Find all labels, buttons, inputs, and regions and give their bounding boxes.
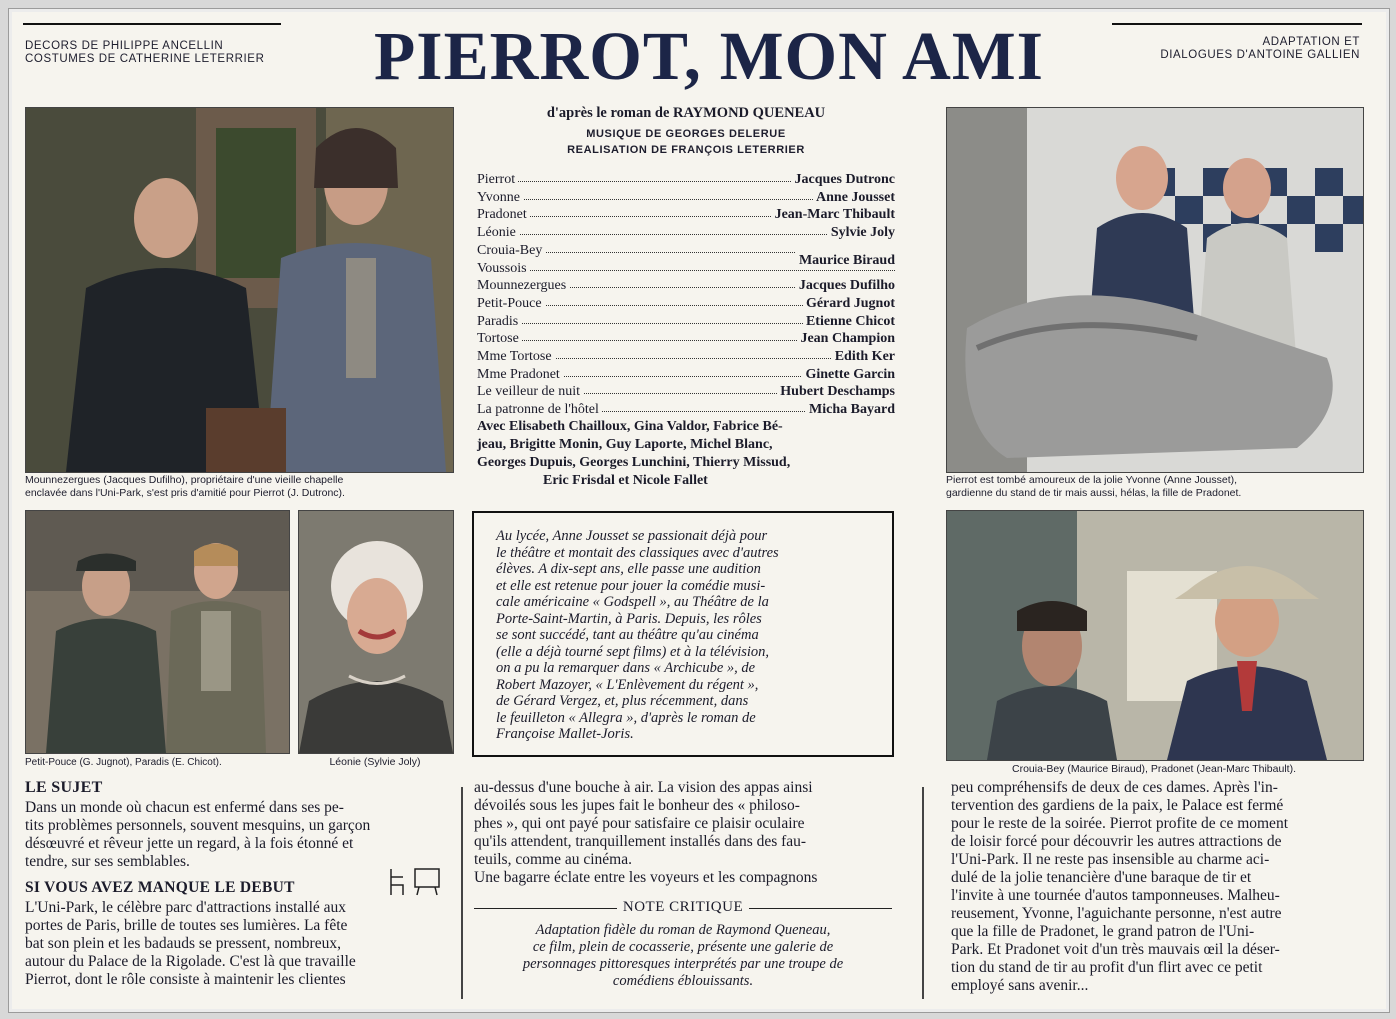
text-line: le théâtre et montait des classiques avec d'autres xyxy=(496,544,779,561)
also-cast-line: Eric Frisdal et Nicole Fallet xyxy=(543,473,708,488)
text-line: au-dessus d'une bouche à air. La vision des appas ainsi xyxy=(474,779,813,796)
cast-actor: Maurice Biraud xyxy=(796,252,895,269)
cast-role: Mme Tortose xyxy=(477,348,555,365)
also-cast-line: Avec Elisabeth Chailloux, Gina Valdor, Fabrice Bé- xyxy=(477,419,783,434)
adaptation-credit: ADAPTATION ET xyxy=(1262,36,1360,48)
caption-photo2-line1: Pierrot est tombé amoureux de la jolie Yvonne (Anne Jousset), xyxy=(946,474,1238,486)
text-line: Robert Mazoyer, « L'Enlèvement du régent », xyxy=(496,676,759,693)
cast-row xyxy=(477,206,895,223)
note-critique-text xyxy=(474,922,892,990)
debut-text xyxy=(25,899,439,989)
magazine-page xyxy=(8,8,1390,1013)
cast-role: Voussois xyxy=(477,260,530,277)
cast-role: Le veilleur de nuit xyxy=(477,383,583,400)
text-line: portes de Paris, brille de toutes ses lumières. La fête xyxy=(25,917,348,934)
photo-petit-pouce-paradis xyxy=(25,510,290,754)
text-line: pour le reste de la soirée. Pierrot profite de ce moment xyxy=(951,815,1288,832)
cast-row xyxy=(477,401,895,418)
text-line: Porte-Saint-Martin, à Paris. Depuis, les rôles xyxy=(496,610,762,627)
tv-chair-icon xyxy=(387,865,447,897)
cast-actor: Jean Champion xyxy=(797,330,895,347)
text-line: bat son plein et les badauds se pressent, nombreux, xyxy=(25,935,341,952)
text-line: Dans un monde où chacun est enfermé dans ses pe- xyxy=(25,799,344,816)
text-line: élèves. A dix-sept ans, elle passe une audition xyxy=(496,561,761,577)
text-line: Adaptation fidèle du roman de Raymond Queneau, xyxy=(535,922,831,938)
cast-actor: Micha Bayard xyxy=(806,401,895,418)
decors-credit: DECORS DE PHILIPPE ANCELLIN xyxy=(25,40,224,52)
text-line: peu compréhensifs de deux de ces dames. Après l'in- xyxy=(951,779,1278,796)
cast-actor: Sylvie Joly xyxy=(828,224,895,241)
photo-crouia-bey-pradonet xyxy=(946,510,1364,761)
cast-row xyxy=(477,313,895,330)
text-line: on a pu la remarquer dans « Archicube », de xyxy=(496,660,756,676)
text-line: de loisir forcé pour découvrir les autres attractions de xyxy=(951,833,1282,850)
cast-row xyxy=(477,171,895,188)
cast-row xyxy=(477,383,895,400)
text-line: Park. Et Pradonet voit d'un très mauvais œil la déser- xyxy=(951,941,1280,958)
also-cast xyxy=(477,418,895,490)
text-line: le feuilleton « Allegra », d'après le roman de xyxy=(496,709,756,726)
text-line: tion du stand de tir au profit d'un flirt avec ce petit xyxy=(951,959,1263,976)
caption-photo3: Petit-Pouce (G. Jugnot), Paradis (E. Chicot). xyxy=(25,757,222,768)
cast-actor: Edith Ker xyxy=(832,348,895,365)
caption-photo5: Crouia-Bey (Maurice Biraud), Pradonet (Jean-Marc Thibault). xyxy=(1011,763,1296,775)
caption-photo1-line2: enclavée dans l'Uni-Park, s'est pris d'amitié pour Pierrot (J. Dutronc). xyxy=(25,487,345,499)
debut-heading: SI VOUS AVEZ MANQUE LE DEBUT xyxy=(25,879,295,896)
photo-leonie xyxy=(298,510,454,754)
text-line: Une bagarre éclate entre les voyeurs et les compagnons xyxy=(474,869,818,886)
text-line: employé sans avenir... xyxy=(951,977,1089,994)
cast-actor: Jacques Dufilho xyxy=(796,277,895,294)
text-line: Françoise Mallet-Joris. xyxy=(496,726,634,742)
costumes-credit: COSTUMES DE CATHERINE LETERRIER xyxy=(25,53,265,65)
header-rule-left xyxy=(23,23,281,25)
text-line: dévoilés sous les jupes fait le bonheur des « philoso- xyxy=(474,797,800,814)
text-line: Au lycée, Anne Jousset se passionait déjà pour xyxy=(496,528,768,544)
caption-photo2-line2: gardienne du stand de tir mais aussi, hélas, la fille de Pradonet. xyxy=(946,487,1242,499)
cast-row xyxy=(477,224,895,241)
caption-photo1-line1: Mounnezergues (Jacques Dufilho), propriétaire d'une vieille chapelle xyxy=(25,474,344,486)
text-line: personnages pittoresques interprétés par une troupe de xyxy=(522,956,844,972)
cast-row xyxy=(477,252,895,277)
leader-dots xyxy=(477,270,895,271)
text-line: dulé de la jolie tenancière d'une baraque de tir et xyxy=(951,869,1252,886)
synopsis-continued xyxy=(951,779,1361,995)
cast-row xyxy=(477,348,895,365)
text-line: phes », qui ont payé pour satisfaire ce plaisir oculaire xyxy=(474,815,805,832)
cast-actor: Anne Jousset xyxy=(813,189,895,206)
text-line: ce film, plein de cocasserie, présente une galerie de xyxy=(532,939,834,955)
middle-text xyxy=(474,779,892,887)
photo-mounnezergues-pierrot xyxy=(25,107,454,473)
also-cast-line: jeau, Brigitte Monin, Guy Laporte, Michel Blanc, xyxy=(477,437,773,452)
text-line: l'invite à une tournée d'autos tamponneuses. Malheu- xyxy=(951,887,1280,904)
text-line: se sont succédé, tant au théâtre qu'au cinéma xyxy=(496,627,759,643)
cast-actor: Ginette Garcin xyxy=(802,366,895,383)
cast-role: Léonie xyxy=(477,224,519,241)
cast-actor: Jean-Marc Thibault xyxy=(772,206,895,223)
cast-actor: Gérard Jugnot xyxy=(803,295,895,312)
cast-role: Pradonet xyxy=(477,206,530,223)
cast-actor: Etienne Chicot xyxy=(803,313,895,330)
novel-credit: d'après le roman de RAYMOND QUENEAU xyxy=(546,105,826,121)
text-line: tits problèmes personnels, souvent mesquins, un garçon xyxy=(25,817,371,834)
cast-actor: Hubert Deschamps xyxy=(777,383,895,400)
text-line: cale américaine « Godspell », au Théâtre de la xyxy=(496,594,769,610)
cast-row xyxy=(477,330,895,347)
cast-role: Pierrot xyxy=(477,171,518,188)
caption-photo4: Léonie (Sylvie Joly) xyxy=(329,756,421,768)
cast-role: Mounnezergues xyxy=(477,277,569,294)
cast-row xyxy=(477,295,895,312)
text-line: comédiens éblouissants. xyxy=(612,973,754,989)
text-line: Pierrot, dont le rôle consiste à maintenir les clientes xyxy=(25,971,346,988)
bio-box xyxy=(472,511,894,757)
text-line: qu'ils attendent, tranquillement installés dans des fau- xyxy=(474,833,807,850)
page-title: PIERROT, MON AMI xyxy=(374,18,1044,94)
text-line: et elle est retenue pour jouer la comédie musi- xyxy=(496,577,766,594)
text-line: teuils, comme au cinéma. xyxy=(474,851,632,868)
text-line: tervention des gardiens de la paix, le Palace est fermé xyxy=(951,797,1284,814)
cast-role: Tortose xyxy=(477,330,522,347)
cast-role: Petit-Pouce xyxy=(477,295,545,312)
cast-role: Yvonne xyxy=(477,189,523,206)
text-line: que la fille de Pradonet, le grand patron de l'Uni- xyxy=(951,923,1255,940)
text-line: l'Uni-Park. Il ne reste pas insensible au charme aci- xyxy=(951,851,1270,868)
cast-row xyxy=(477,366,895,383)
text-line: de Gérard Vergez, et, plus récemment, dans xyxy=(496,693,749,709)
cast-role: Mme Pradonet xyxy=(477,366,563,383)
note-critique-heading: NOTE CRITIQUE xyxy=(617,899,749,915)
column-divider-left xyxy=(461,787,463,999)
column-divider-right xyxy=(922,787,924,999)
cast-role: La patronne de l'hôtel xyxy=(477,401,602,418)
photo-pierrot-yvonne xyxy=(946,107,1364,473)
text-line: (elle a déjà tourné sept films) et à la télévision, xyxy=(496,643,770,660)
cast-row xyxy=(477,189,895,206)
text-line: L'Uni-Park, le célèbre parc d'attractions installé aux xyxy=(25,899,347,916)
also-cast-line: Georges Dupuis, Georges Lunchini, Thierry Missud, xyxy=(477,455,791,470)
text-line: désœuvré et rêveur jette un regard, à la fois étonné et xyxy=(25,835,354,852)
cast-role: Paradis xyxy=(477,313,521,330)
music-credit: MUSIQUE DE GEORGES DELERUE xyxy=(586,128,786,140)
text-line: reusement, Yvonne, l'aguichante personne, n'est autre xyxy=(951,905,1282,922)
header-rule-right xyxy=(1112,23,1362,25)
sujet-heading: LE SUJET xyxy=(25,779,103,796)
bio-text xyxy=(496,528,872,743)
direction-credit: REALISATION DE FRANÇOIS LETERRIER xyxy=(567,144,805,156)
cast-row xyxy=(477,277,895,294)
text-line: tendre, sur ses semblables. xyxy=(25,853,190,870)
note-critique-heading-row xyxy=(474,898,892,920)
text-line: autour du Palace de la Rigolade. C'est là que travaille xyxy=(25,953,356,970)
cast-role: Crouia-Bey xyxy=(477,242,545,259)
dialogues-credit: DIALOGUES D'ANTOINE GALLIEN xyxy=(1160,49,1360,61)
sujet-text xyxy=(25,799,439,871)
cast-actor: Jacques Dutronc xyxy=(792,171,895,188)
